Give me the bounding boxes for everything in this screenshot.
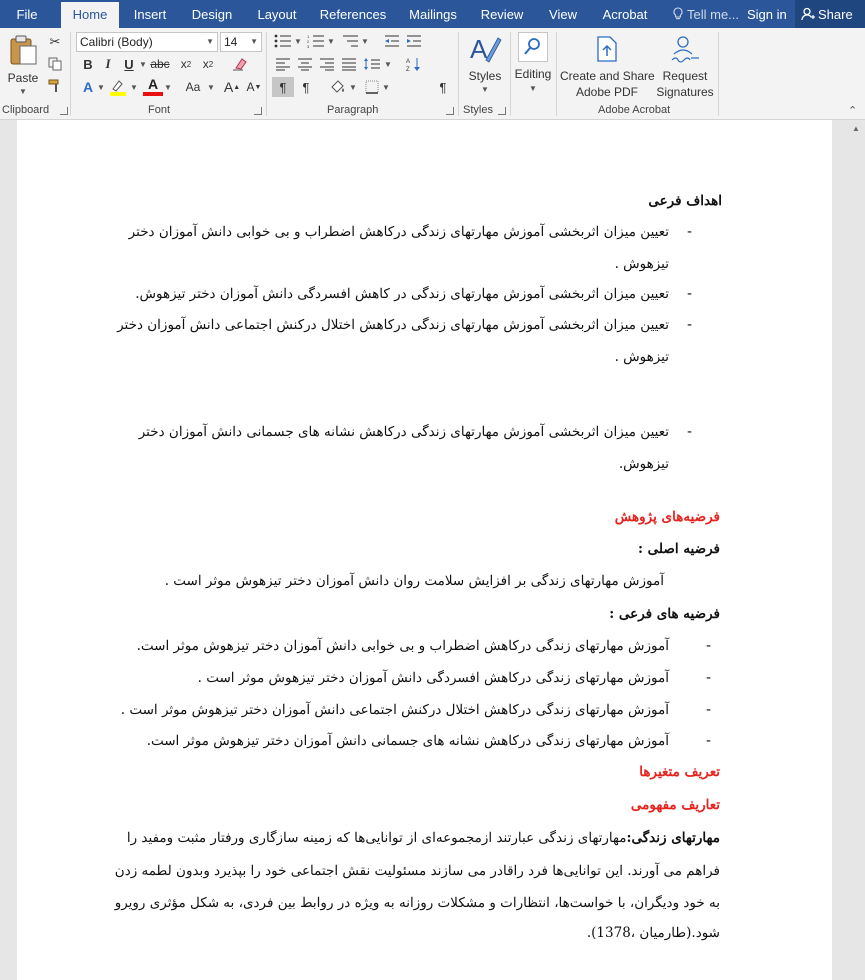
list-bullet: - — [706, 733, 712, 749]
tab-file[interactable]: File — [16, 7, 38, 22]
borders-icon[interactable] — [362, 77, 382, 97]
font-name-value: Calibri (Body) — [80, 35, 153, 49]
clear-formatting-icon[interactable] — [230, 54, 250, 74]
main-hypothesis-text: آموزش مهارتهای زندگی بر افزایش سلامت روان دانش آموزان دختر تیزهوش موثر است . — [164, 573, 664, 589]
tab-acrobat[interactable]: Acrobat — [602, 7, 648, 22]
chevron-down-icon: ▼ — [250, 37, 258, 46]
life-skills-paragraph-line3: به خود ودیگران، با خواست‌ها، انتظارات و مشکلات روزانه به ویژه در روابط بین فردی، به شکل مؤثری رویرو — [114, 895, 720, 911]
align-left-icon[interactable] — [273, 54, 293, 74]
styles-icon — [468, 32, 502, 66]
copy-icon[interactable] — [45, 54, 65, 74]
styles-dropdown-icon: ▼ — [481, 85, 489, 94]
subscript-button[interactable]: x 2 — [180, 57, 192, 71]
variables-heading: تعریف متغیرها — [639, 764, 720, 780]
sub-goal-3-line1: تعیین میزان اثربخشی آموزش مهارتهای زندگی درکاهش اختلال درکنش اجتماعی دانش آموزان دختر — [117, 317, 669, 333]
request-line1: Request — [662, 69, 708, 83]
list-bullet: - — [706, 702, 712, 718]
styles-launcher-icon[interactable] — [498, 107, 506, 115]
numbering-icon[interactable] — [306, 31, 326, 51]
main-hypothesis-label: فرضیه اصلی : — [638, 541, 720, 557]
paste-dropdown-icon: ▼ — [19, 87, 27, 96]
italic-button[interactable]: I — [105, 56, 111, 71]
bold-button[interactable]: B — [83, 56, 93, 72]
styles-button[interactable] — [464, 32, 506, 98]
editing-button[interactable] — [512, 32, 554, 98]
line-spacing-icon[interactable] — [362, 54, 382, 74]
styles-group-label: Styles — [463, 104, 493, 116]
font-color-dropdown-icon[interactable]: ▼ — [164, 83, 172, 92]
sub-hypothesis-3: آموزش مهارتهای زندگی درکاهش اختلال درکنش اجتماعی دانش آموزان دختر تیزهوش موثر است . — [120, 702, 669, 718]
shrink-font-icon[interactable]: A ▼ — [246, 80, 262, 94]
cut-icon[interactable]: ✂ — [49, 34, 61, 49]
text-effects-dropdown-icon[interactable]: ▼ — [97, 83, 105, 92]
sub-goal-4-line2: تیزهوش. — [618, 456, 669, 472]
paragraph-launcher-icon[interactable] — [446, 107, 454, 115]
sub-hypotheses-label: فرضیه های فرعی : — [609, 606, 720, 622]
search-icon — [518, 32, 548, 62]
ribbon-tab-bar — [0, 0, 865, 28]
superscript-button[interactable]: x 2 — [202, 57, 214, 71]
sign-in-link[interactable]: Sign in — [747, 7, 787, 22]
hypotheses-heading: فرضیه‌های پژوهش — [614, 509, 720, 525]
multilevel-dropdown-icon[interactable]: ▼ — [361, 37, 369, 46]
line-spacing-dropdown-icon[interactable]: ▼ — [384, 60, 392, 69]
grow-font-icon[interactable]: A ▲ — [223, 79, 241, 95]
sub-goal-1-line1: تعیین میزان اثربخشی آموزش مهارتهای زندگی درکاهش اضطراب و بی خوابی دانش آموزان دختر — [128, 224, 669, 240]
font-launcher-icon[interactable] — [254, 107, 262, 115]
share-label: Share — [818, 7, 853, 22]
font-size-select[interactable] — [220, 32, 262, 52]
decrease-indent-icon[interactable] — [382, 31, 402, 51]
lightbulb-icon — [672, 7, 684, 21]
create-share-line2: Adobe PDF — [575, 85, 639, 99]
tab-view[interactable]: View — [549, 7, 577, 22]
life-skills-paragraph-line4: شود.(طارمیان ،1378). — [586, 925, 720, 941]
collapse-ribbon-icon[interactable]: ⌃ — [848, 105, 858, 117]
font-name-select[interactable] — [76, 32, 218, 52]
numbering-dropdown-icon[interactable]: ▼ — [327, 37, 335, 46]
ribbon — [0, 28, 865, 120]
group-separator — [70, 32, 71, 116]
document-area — [0, 120, 865, 980]
shading-icon[interactable] — [328, 77, 348, 97]
borders-dropdown-icon[interactable]: ▼ — [382, 83, 390, 92]
align-center-icon[interactable] — [295, 54, 315, 74]
scroll-up-icon[interactable]: ▲ — [852, 124, 860, 133]
tab-review[interactable]: Review — [480, 7, 524, 22]
underline-dropdown-icon[interactable]: ▼ — [139, 60, 147, 69]
list-bullet: - — [687, 286, 693, 302]
list-bullet: - — [687, 224, 693, 240]
align-right-icon[interactable] — [317, 54, 337, 74]
share-button[interactable] — [795, 0, 865, 28]
tab-mailings[interactable]: Mailings — [409, 7, 457, 22]
group-separator — [510, 32, 511, 116]
list-bullet: - — [687, 424, 693, 440]
signature-request-icon — [669, 34, 701, 64]
tab-insert[interactable]: Insert — [133, 7, 167, 22]
rtl-direction-icon[interactable]: ¶ — [302, 79, 310, 95]
format-painter-icon[interactable] — [45, 76, 65, 96]
create-share-line1: Create and Share — [560, 69, 655, 83]
sub-hypothesis-2: آموزش مهارتهای زندگی درکاهش افسردگی دانش آموزان دختر تیزهوش موثر است . — [197, 670, 669, 686]
tab-design[interactable]: Design — [191, 7, 233, 22]
text-effects-icon[interactable]: A — [82, 79, 94, 95]
highlight-dropdown-icon[interactable]: ▼ — [130, 83, 138, 92]
request-signatures-button[interactable] — [656, 32, 714, 102]
sub-hypothesis-1: آموزش مهارتهای زندگی درکاهش اضطراب و بی خوابی دانش آموزان دختر تیزهوش موثر است. — [136, 638, 669, 654]
bullets-dropdown-icon[interactable]: ▼ — [294, 37, 302, 46]
editing-label: Editing — [514, 67, 552, 81]
clipboard-group-label: Clipboard — [2, 104, 50, 116]
increase-indent-icon[interactable] — [404, 31, 424, 51]
conceptual-definitions-heading: تعاریف مفهومی — [630, 797, 720, 813]
underline-button[interactable]: U — [124, 56, 134, 72]
life-skills-term: مهارتهای زندگی: — [626, 830, 720, 846]
vertical-scrollbar[interactable] — [847, 120, 865, 980]
document-page[interactable] — [17, 120, 832, 980]
person-share-icon — [801, 7, 815, 21]
svg-text:1: 1 — [307, 34, 310, 39]
sort-icon[interactable] — [404, 54, 424, 74]
editing-dropdown-icon: ▼ — [529, 84, 537, 93]
group-separator — [718, 32, 719, 116]
change-case-dropdown-icon[interactable]: ▼ — [207, 83, 215, 92]
create-share-pdf-button[interactable] — [560, 32, 654, 102]
chevron-down-icon: ▼ — [206, 37, 214, 46]
tab-home[interactable]: Home — [61, 2, 119, 28]
svg-text:A: A — [470, 34, 488, 64]
tell-me-text: Tell me... — [687, 7, 740, 22]
bullets-icon[interactable] — [273, 31, 293, 51]
pdf-share-icon — [592, 34, 622, 64]
tell-me-box[interactable] — [672, 0, 739, 28]
font-group-label: Font — [148, 104, 171, 116]
font-color-icon[interactable]: A — [143, 75, 163, 96]
sub-hypothesis-4: آموزش مهارتهای زندگی درکاهش نشانه های جسمانی دانش آموزان دختر تیزهوش موثر است. — [146, 733, 669, 749]
sub-goal-4-line1: تعیین میزان اثربخشی آموزش مهارتهای زندگی درکاهش نشانه های جسمانی دانش آموزان دختر — [138, 424, 669, 440]
strikethrough-button[interactable]: abc — [150, 57, 170, 71]
group-separator — [458, 32, 459, 116]
list-bullet: - — [706, 638, 712, 654]
svg-text:3: 3 — [307, 44, 310, 48]
paragraph-group-label: Paragraph — [327, 104, 379, 116]
font-size-value: 14 — [224, 35, 238, 49]
request-line2: Signatures — [656, 85, 714, 99]
tab-references[interactable]: References — [319, 7, 387, 22]
show-paragraph-marks-icon[interactable]: ¶ — [439, 79, 447, 95]
multilevel-list-icon[interactable] — [340, 31, 360, 51]
life-skills-paragraph-line2: فراهم می آورند. این توانایی‌ها فرد راقادر می سازند مسئولیت نقش اجتماعی خود را بپذیرد وبدون لطمه زدن — [114, 863, 720, 879]
tab-layout[interactable]: Layout — [257, 7, 297, 22]
paste-label: Paste — [7, 71, 39, 85]
list-bullet: - — [706, 670, 712, 686]
ltr-direction-icon[interactable]: ¶ — [272, 77, 294, 97]
sub-goal-3-line2: تیزهوش . — [614, 349, 669, 365]
shading-dropdown-icon[interactable]: ▼ — [349, 83, 357, 92]
styles-label: Styles — [468, 69, 502, 83]
clipboard-paste-icon — [8, 34, 38, 66]
clipboard-launcher-icon[interactable] — [60, 107, 68, 115]
svg-text:A: A — [406, 59, 411, 65]
sub-goal-2-line1: تعیین میزان اثربخشی آموزش مهارتهای زندگی در کاهش افسردگی دانش آموزان دختر تیزهوش. — [135, 286, 669, 302]
sub-goal-1-line2: تیزهوش . — [614, 256, 669, 272]
life-skills-line1-text: مهارتهای زندگی عبارتند ازمجموعه‌ای از توانایی‌ها که زمینه سازگاری ورفتار مثبت ومفید را — [126, 830, 627, 846]
acrobat-group-label: Adobe Acrobat — [598, 104, 671, 116]
life-skills-paragraph-line1 — [127, 830, 720, 846]
group-separator — [556, 32, 557, 116]
highlight-color-icon[interactable] — [108, 77, 128, 97]
svg-text:2: 2 — [307, 39, 310, 44]
paste-button[interactable] — [6, 32, 40, 98]
justify-icon[interactable] — [339, 54, 359, 74]
svg-text:Z: Z — [406, 67, 410, 72]
list-bullet: - — [687, 317, 693, 333]
group-separator — [266, 32, 267, 116]
sub-goals-heading: اهداف فرعی — [648, 193, 722, 209]
change-case-button[interactable] — [180, 77, 206, 97]
change-case-label: Aa — [185, 80, 201, 94]
